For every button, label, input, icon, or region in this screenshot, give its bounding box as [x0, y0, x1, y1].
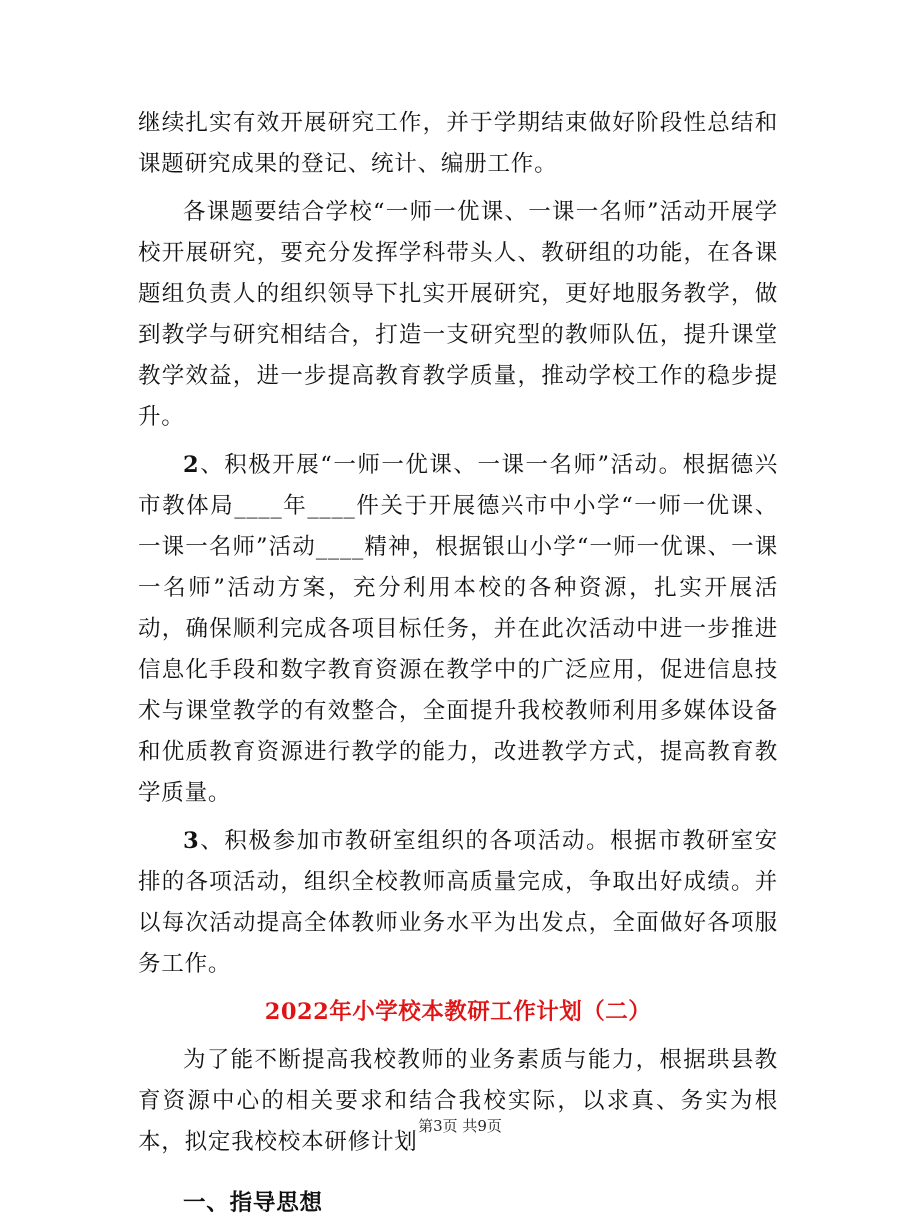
document-body — [138, 103, 778, 1224]
list-item-2 — [138, 445, 778, 814]
paragraph-intro: 为了能不断提高我校教师的业务素质与能力，根据珙县教育资源中心的相关要求和结合我校实际，以求真、务实为根本，拟定我校校本研修计划 — [138, 1047, 778, 1155]
list-item-number: 3 — [183, 828, 200, 854]
paragraph-research-topics: 各课题要结合学校“一师一优课、一课一名师”活动开展学校开展研究，要充分发挥学科带头人、教研组的功能，在各课题组负责人的组织领导下扎实开展研究，更好地服务教学，做到教学与研究相结合，打造一支研究型的教师队伍，提升课堂教学效益，进一步提高教育教学质量，推动学校工作的稳步提升。 — [138, 199, 778, 430]
list-item-number: 2 — [183, 452, 200, 478]
list-item-3 — [138, 821, 778, 985]
list-item-text: 、积极参加市教研室组织的各项活动。根据市教研室安排的各项活动，组织全校教师高质量完成，争取出好成绩。并以每次活动提高全体教师业务水平为出发点，全面做好各项服务工作。 — [138, 828, 778, 977]
page-number-footer: 第3页 共9页 — [418, 1117, 502, 1135]
section-heading: 一、指导思想 — [183, 1190, 323, 1216]
list-item-text: 、积极开展“一师一优课、一课一名师”活动。根据德兴市教体局____年____件关于开展德兴市中小学“一师一优课、一课一名师”活动____精神，根据银山小学“一师一优课、一课一名师”活动方案，充分利用本校的各种资源，扎实开展活动，确保顺利完成各项目标任务，并在此次活动中进一步推进信息化手段和数字教育资源在教学中的广泛应用，促进信息技术与课堂教学的有效整合，全面提升我校教师利用多媒体设备和优质教育资源进行教学的能力，改进教学方式，提高教育教学质量。 — [138, 452, 778, 806]
section-title: 2022年小学校本教研工作计划（二） — [264, 999, 652, 1025]
paragraph-continuation: 继续扎实有效开展研究工作，并于学期结束做好阶段性总结和课题研究成果的登记、统计、编册工作。 — [138, 110, 778, 177]
